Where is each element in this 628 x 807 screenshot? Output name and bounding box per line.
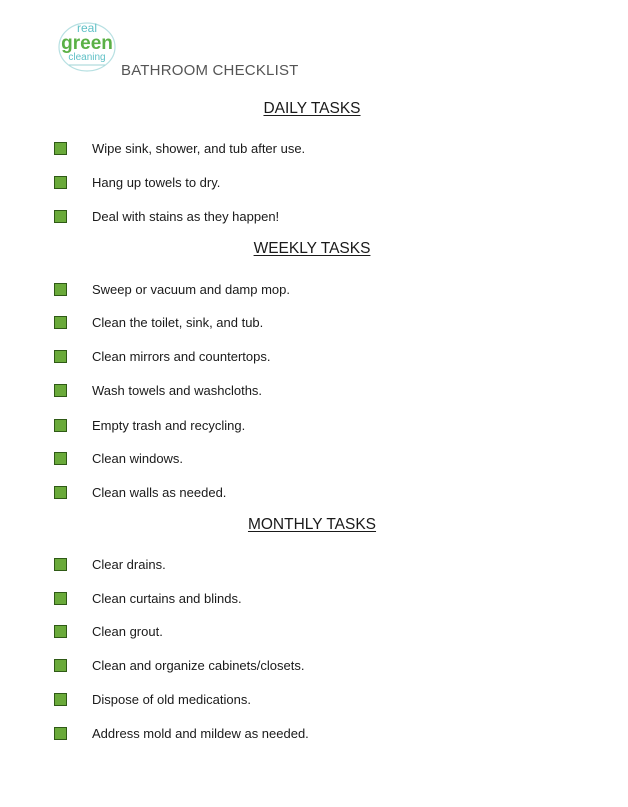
task-row[interactable] [54,312,263,332]
task-row[interactable] [54,448,183,468]
checkbox[interactable] [54,210,67,223]
checkbox[interactable] [54,486,67,499]
page-title: BATHROOM CHECKLIST [121,62,299,79]
section-heading-monthly: MONTHLY TASKS [247,516,377,533]
task-label: Deal with stains as they happen! [92,208,280,224]
logo-word-cleaning: cleaning [68,52,106,63]
checkbox[interactable] [54,350,67,363]
task-row[interactable] [54,138,305,158]
task-label: Sweep or vacuum and damp mop. [92,281,290,297]
task-row[interactable] [54,172,220,192]
task-row[interactable] [54,689,251,709]
task-row[interactable] [54,482,226,502]
checkbox[interactable] [54,592,67,605]
checkbox[interactable] [54,316,67,329]
task-label: Clear drains. [92,556,166,572]
task-label: Clean curtains and blinds. [92,590,242,606]
task-label: Address mold and mildew as needed. [92,725,309,741]
task-label: Clean grout. [92,623,163,639]
task-label: Wipe sink, shower, and tub after use. [92,140,306,156]
section-heading-weekly: WEEKLY TASKS [253,240,371,257]
checkbox[interactable] [54,625,67,638]
task-label: Clean windows. [92,450,184,466]
task-label: Clean mirrors and countertops. [92,348,271,364]
task-label: Clean walls as needed. [92,484,227,500]
logo-word-real: real [76,21,98,35]
real-green-cleaning-logo [56,18,118,74]
task-row[interactable] [54,380,262,400]
checkbox[interactable] [54,176,67,189]
checkbox[interactable] [54,693,67,706]
checkbox[interactable] [54,659,67,672]
checkbox[interactable] [54,142,67,155]
task-row[interactable] [54,415,245,435]
task-label: Clean and organize cabinets/closets. [92,657,305,673]
task-row[interactable] [54,206,279,226]
checkbox[interactable] [54,558,67,571]
checkbox[interactable] [54,727,67,740]
checkbox[interactable] [54,419,67,432]
logo-word-green: green [61,33,113,54]
task-row[interactable] [54,554,166,574]
checkbox[interactable] [54,384,67,397]
task-row[interactable] [54,588,242,608]
task-row[interactable] [54,655,304,675]
task-row[interactable] [54,346,270,366]
checkbox[interactable] [54,283,67,296]
task-row[interactable] [54,279,290,299]
task-row[interactable] [54,723,309,743]
task-label: Wash towels and washcloths. [92,382,263,398]
checkbox[interactable] [54,452,67,465]
task-row[interactable] [54,621,163,641]
task-label: Clean the toilet, sink, and tub. [92,314,264,330]
task-label: Hang up towels to dry. [92,174,221,190]
logo-graphic [56,18,118,74]
task-label: Empty trash and recycling. [92,417,246,433]
section-heading-daily: DAILY TASKS [263,100,361,117]
task-label: Dispose of old medications. [92,691,251,707]
